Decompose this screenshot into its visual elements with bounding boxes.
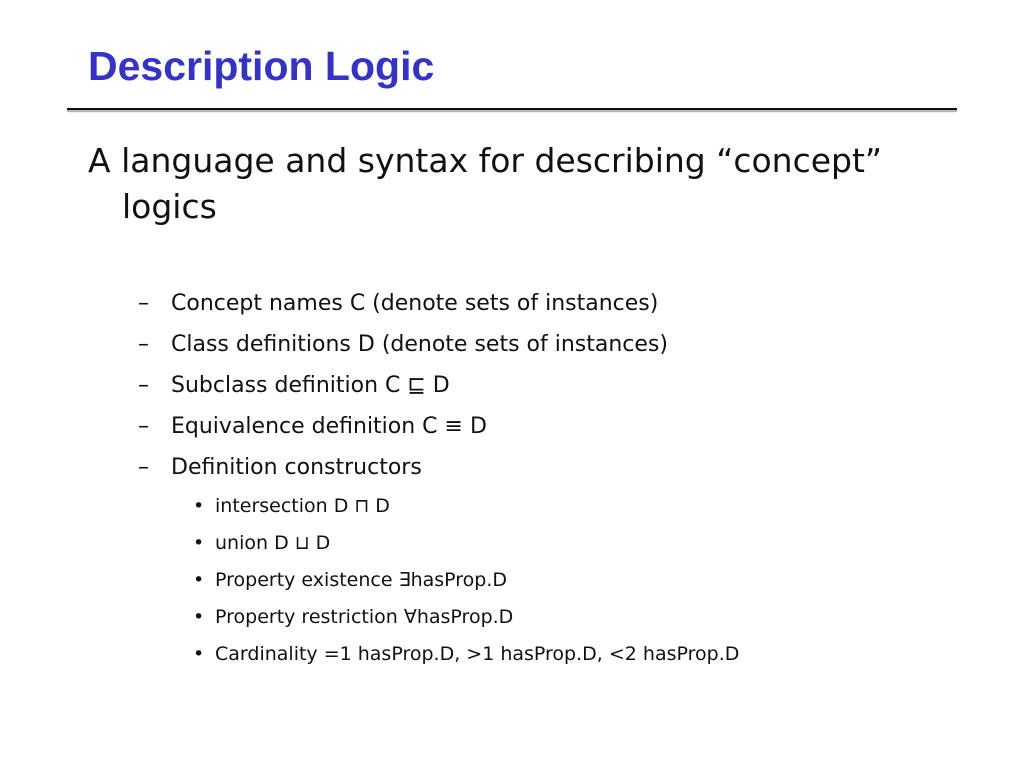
list-item-cardinality (138, 636, 958, 673)
list-item-intersection (138, 488, 958, 525)
constructor-list (138, 488, 958, 673)
bullet-marker: • (193, 532, 205, 554)
list-item-subclass-definition (138, 365, 958, 406)
list-item-text: Equivalence definition C ≡ D (171, 414, 487, 439)
dash-marker: – (138, 414, 149, 439)
bullet-marker: • (193, 606, 205, 628)
dash-marker: – (138, 291, 149, 316)
dash-marker: – (138, 373, 149, 398)
list-item-text: Definition constructors (171, 455, 422, 480)
list-item-text: Class definitions D (denote sets of instances) (171, 332, 668, 357)
bullet-marker: • (193, 643, 205, 665)
list-item-property-existence (138, 562, 958, 599)
list-item-concept-names (138, 283, 958, 324)
list-item-definition-constructors (138, 447, 958, 488)
list-item-text: Concept names C (denote sets of instances) (171, 291, 659, 316)
list-item-union (138, 525, 958, 562)
list-item-text: intersection D ⊓ D (215, 495, 390, 517)
bullet-marker: • (193, 495, 205, 517)
lead-bullet: A language and syntax for describing “concept” logics (88, 141, 883, 226)
list-item-text: Property existence ∃hasProp.D (215, 569, 508, 591)
list-item-text: Property restriction ∀hasProp.D (215, 606, 514, 628)
bullet-marker: • (193, 569, 205, 591)
list-item-equivalence-definition (138, 406, 958, 447)
list-item-text: Subclass definition C ⊑ D (171, 373, 450, 398)
dash-marker: – (138, 332, 149, 357)
list-item-text: union D ⊔ D (215, 532, 331, 554)
title-divider (67, 108, 957, 110)
list-item-class-definitions (138, 324, 958, 365)
dash-marker: – (138, 455, 149, 480)
constructor-list-container (138, 488, 958, 673)
list-item-text: Cardinality =1 hasProp.D, >1 hasProp.D, <2 hasProp.D (215, 643, 740, 665)
slide-title: Description Logic (88, 43, 435, 89)
list-item-property-restriction (138, 599, 958, 636)
concept-list (138, 283, 958, 673)
